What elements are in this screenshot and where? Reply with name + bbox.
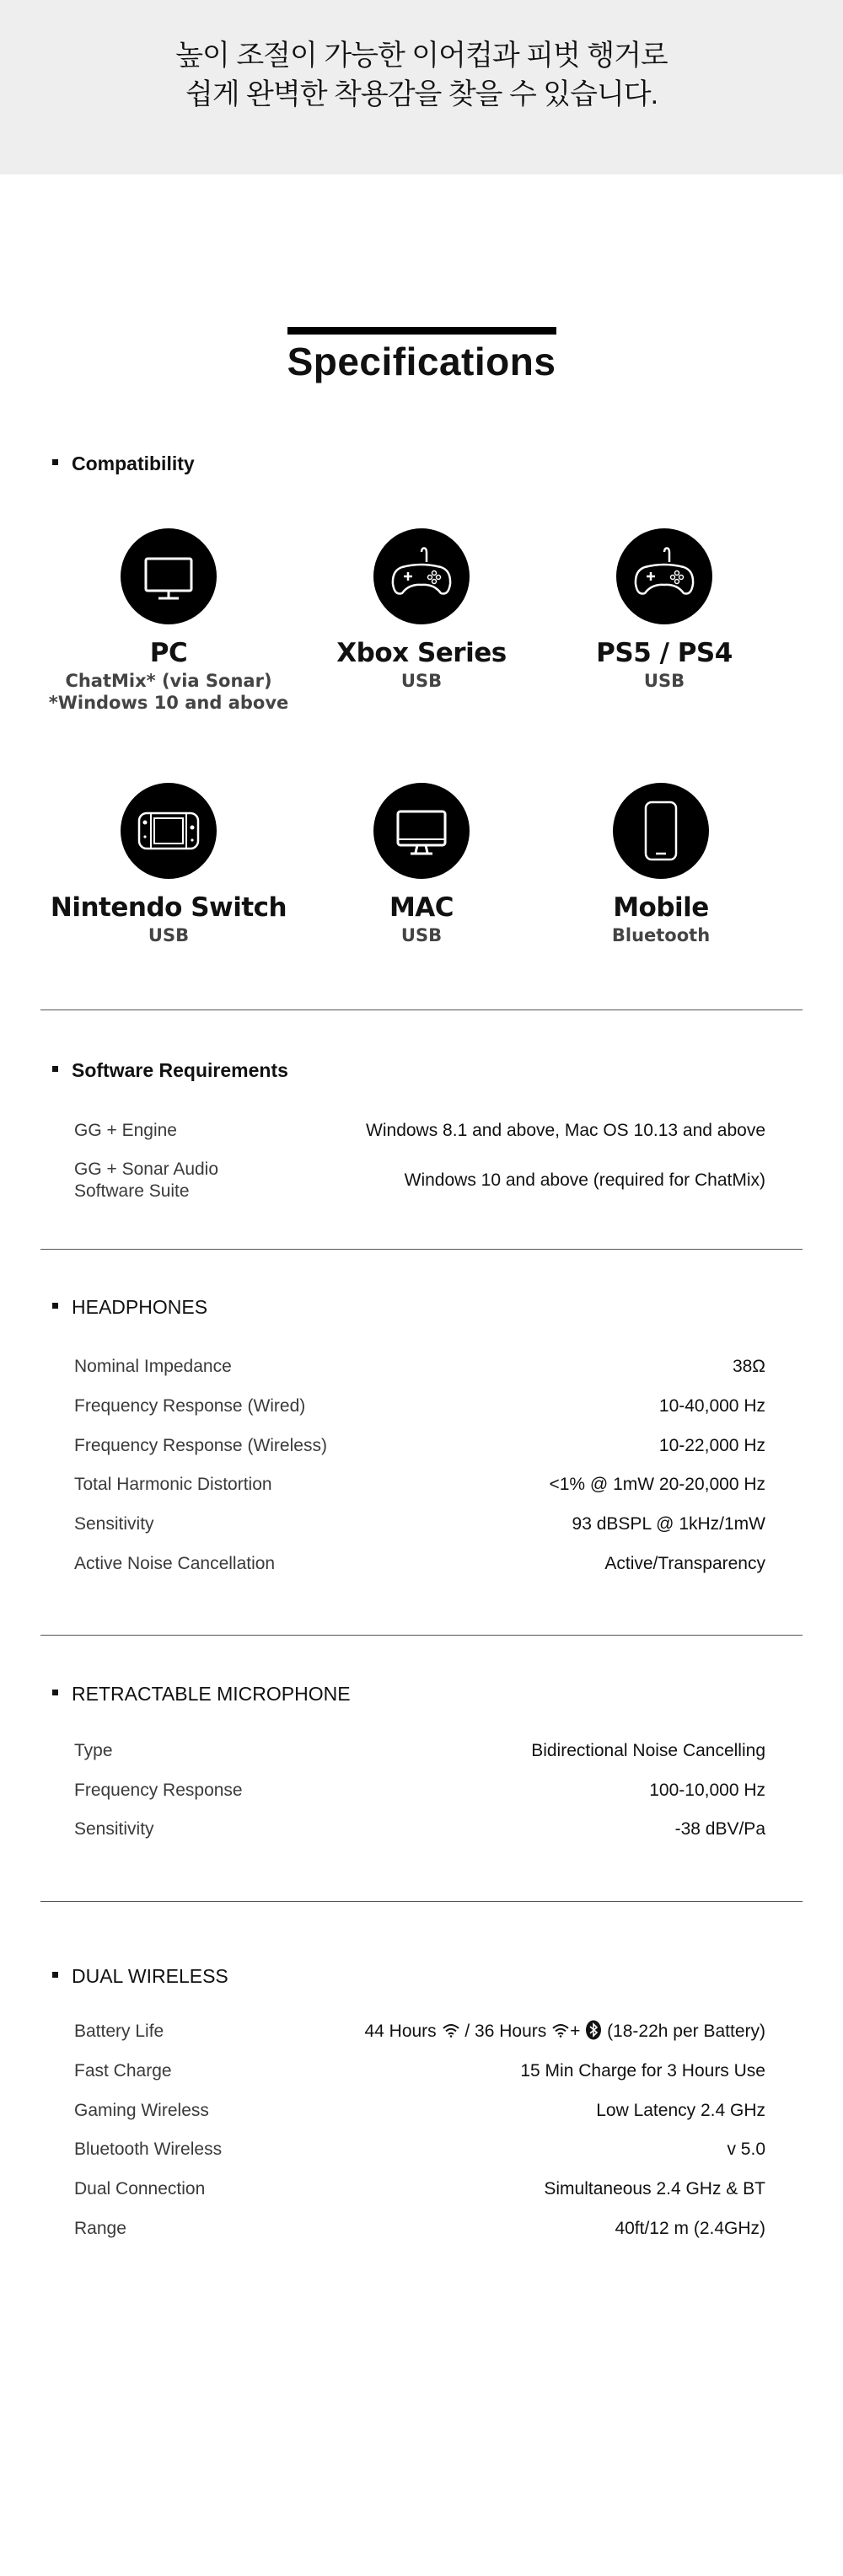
gamepad-icon: [616, 528, 712, 624]
smartphone-icon: [613, 783, 709, 879]
device-playstation: [538, 528, 791, 692]
monitor-icon: [121, 528, 217, 624]
bullet-icon: [52, 1690, 58, 1695]
device-connection: USB: [400, 671, 443, 691]
title-rule: [287, 327, 556, 335]
banner-line-2: 쉽게 완벽한 착용감을 찾을 수 있습니다.: [185, 78, 658, 110]
spec-label: GG + Engine: [74, 1121, 177, 1140]
device-connection: USB: [400, 925, 443, 945]
spec-label: Sensitivity: [74, 1819, 154, 1839]
spec-value: 10-40,000 Hz: [658, 1396, 765, 1416]
spec-label: Nominal Impedance: [74, 1357, 232, 1376]
spec-label: GG + Sonar Audio Software Suite: [74, 1159, 219, 1201]
spec-row: [74, 2178, 765, 2204]
spec-label: Frequency Response: [74, 1781, 243, 1800]
section-divider: [40, 1249, 803, 1250]
section-title-microphone: RETRACTABLE MICROPHONE: [52, 1683, 351, 1706]
bullet-icon: [52, 1303, 58, 1309]
spec-row: [74, 2060, 765, 2086]
spec-value: 44 Hours / 36 Hours + (18-22h per Battery): [364, 2022, 765, 2041]
spec-label: Frequency Response (Wired): [74, 1396, 306, 1416]
spec-row: [74, 2100, 765, 2125]
device-name: Nintendo Switch: [50, 892, 287, 923]
spec-row: [74, 1120, 765, 1145]
spec-label: Battery Life: [74, 2022, 164, 2041]
section-title-wireless: DUAL WIRELESS: [52, 1965, 228, 1988]
spec-row: [74, 1780, 765, 1805]
device-switch: [42, 783, 295, 946]
spec-label: Active Noise Cancellation: [74, 1554, 276, 1573]
spec-value: 10-22,000 Hz: [658, 1436, 765, 1455]
spec-value: Bidirectional Noise Cancelling: [531, 1741, 765, 1760]
device-name: Xbox Series: [336, 638, 507, 668]
spec-row: [74, 2139, 765, 2164]
spec-value: 93 dBSPL @ 1kHz/1mW: [572, 1514, 765, 1534]
banner-line-1: 높이 조절이 가능한 이어컵과 피벗 행거로: [175, 40, 668, 72]
spec-value: 40ft/12 m (2.4GHz): [615, 2219, 765, 2238]
device-name: Mobile: [613, 892, 709, 923]
page-title: Specifications: [287, 340, 556, 383]
spec-value: Windows 8.1 and above, Mac OS 10.13 and above: [366, 1121, 765, 1140]
spec-label: Fast Charge: [74, 2061, 172, 2081]
spec-label: Frequency Response (Wireless): [74, 1436, 327, 1455]
spec-value: Simultaneous 2.4 GHz & BT: [544, 2179, 765, 2198]
spec-label: Gaming Wireless: [74, 2101, 209, 2120]
spec-value: 38Ω: [732, 1357, 765, 1376]
spec-label: Bluetooth Wireless: [74, 2140, 223, 2159]
spec-label: Sensitivity: [74, 1514, 154, 1534]
section-divider: [40, 1635, 803, 1636]
spec-label: Dual Connection: [74, 2179, 206, 2198]
section-divider: [40, 1901, 803, 1902]
switch-console-icon: [121, 783, 217, 879]
spec-row: [74, 1818, 765, 1844]
spec-row: [74, 1395, 765, 1421]
device-connection: Bluetooth: [611, 925, 711, 945]
spec-value: Windows 10 and above (required for ChatMix): [404, 1170, 765, 1190]
bullet-icon: [52, 459, 58, 465]
spec-row: [74, 1553, 765, 1578]
spec-row: [74, 1474, 765, 1499]
section-title-software: Software Requirements: [52, 1059, 288, 1082]
spec-value: <1% @ 1mW 20-20,000 Hz: [549, 1475, 765, 1494]
header-banner: [0, 0, 843, 174]
device-mac: [295, 783, 548, 946]
device-xbox: [295, 528, 548, 692]
device-connection: USB: [148, 925, 190, 945]
bluetooth-icon: [585, 2020, 602, 2040]
wireless-signal-icon: [551, 2022, 570, 2038]
spec-value: v 5.0: [727, 2140, 765, 2159]
section-title-headphones: HEADPHONES: [52, 1296, 207, 1319]
spec-row: [74, 2021, 765, 2046]
spec-label: Type: [74, 1741, 113, 1760]
wireless-signal-icon: [442, 2022, 460, 2038]
spec-row: [74, 1356, 765, 1381]
spec-label: Total Harmonic Distortion: [74, 1475, 272, 1494]
spec-row: [74, 1435, 765, 1460]
spec-value: Active/Transparency: [604, 1554, 765, 1573]
spec-value: 15 Min Charge for 3 Hours Use: [520, 2061, 765, 2081]
spec-value: Low Latency 2.4 GHz: [596, 2101, 765, 2120]
spec-value: 100-10,000 Hz: [649, 1781, 765, 1800]
spec-label: Range: [74, 2219, 126, 2238]
device-note: *Windows 10 and above: [48, 693, 289, 713]
spec-value: -38 dBV/Pa: [674, 1819, 765, 1839]
gamepad-icon: [373, 528, 470, 624]
device-name: MAC: [389, 892, 454, 923]
device-connection: ChatMix* (via Sonar): [65, 671, 272, 691]
device-mobile: [534, 783, 787, 946]
imac-icon: [373, 783, 470, 879]
bullet-icon: [52, 1972, 58, 1978]
spec-row: [74, 1513, 765, 1539]
device-name: PC: [149, 638, 188, 668]
spec-row: [74, 1159, 765, 1204]
device-pc: [42, 528, 295, 714]
spec-row: [74, 1740, 765, 1765]
device-name: PS5 / PS4: [596, 638, 733, 668]
spec-row: [74, 2218, 765, 2243]
bullet-icon: [52, 1066, 58, 1072]
section-title-compatibility: Compatibility: [52, 453, 195, 475]
device-connection: USB: [643, 671, 685, 691]
